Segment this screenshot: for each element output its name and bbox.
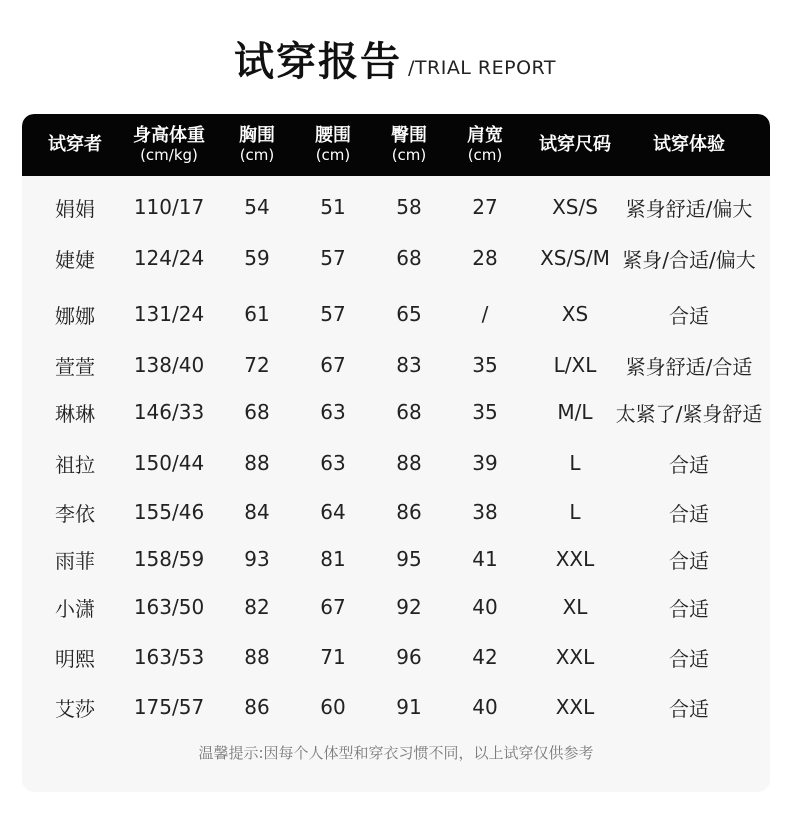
cell-height-weight: 155/46 [133,500,205,524]
cell-experience: 合适 [669,646,709,671]
cell-height-weight: 146/33 [133,400,205,424]
column-header-unit: (cm) [315,145,351,164]
cell-bust: 59 [244,246,270,270]
cell-bust: 88 [244,645,270,669]
disclaimer-note: 温馨提示:因每个人体型和穿衣习惯不同，以上试穿仅供参考 [198,744,594,762]
cell-bust: 82 [244,595,270,619]
cell-tester: 祖拉 [55,452,95,477]
cell-waist: 81 [320,547,346,571]
cell-height-weight: 131/24 [133,302,205,326]
cell-hip: 58 [396,195,422,219]
cell-tester: 婕婕 [55,247,95,272]
cell-size: M/L [557,400,593,424]
cell-tester: 小潇 [55,596,95,621]
column-header-tester [35,114,115,176]
cell-size: XL [562,595,588,619]
cell-bust: 84 [244,500,270,524]
column-header-label: 试穿体验 [653,133,725,155]
column-header-unit: (cm) [391,145,427,164]
cell-experience: 紧身/合适/偏大 [622,247,756,272]
column-header-unit: (cm) [467,145,503,164]
cell-height-weight: 124/24 [133,246,205,270]
column-header-label: 臀围 [391,125,427,147]
cell-waist: 64 [320,500,346,524]
column-header-label: 试穿尺码 [539,133,611,155]
table-row [22,587,770,627]
table-row [22,492,770,532]
column-header-label: 试穿者 [48,133,102,155]
cell-tester: 琳琳 [55,401,95,426]
cell-experience: 合适 [669,452,709,477]
table-row [22,392,770,432]
report-title [0,39,790,85]
cell-bust: 93 [244,547,270,571]
table-header [22,114,770,176]
cell-experience: 合适 [669,303,709,328]
cell-experience: 合适 [669,501,709,526]
cell-bust: 86 [244,695,270,719]
table-row [22,687,770,727]
column-header-bust [222,114,292,176]
cell-tester: 李依 [55,501,95,526]
cell-height-weight: 138/40 [133,353,205,377]
cell-height-weight: 175/57 [133,695,205,719]
column-header-experience [609,114,769,176]
cell-tester: 雨菲 [55,548,95,573]
cell-height-weight: 158/59 [133,547,205,571]
cell-size: XS/S/M [540,246,610,270]
cell-hip: 83 [396,353,422,377]
cell-experience: 紧身舒适/合适 [625,354,753,379]
cell-size: XXL [555,547,595,571]
cell-hip: 92 [396,595,422,619]
cell-shoulder: 35 [472,400,498,424]
cell-shoulder: 40 [472,595,498,619]
table-row [22,238,770,278]
cell-bust: 72 [244,353,270,377]
cell-height-weight: 163/50 [133,595,205,619]
cell-waist: 67 [320,353,346,377]
cell-waist: 63 [320,451,346,475]
trial-report-card [22,114,770,792]
cell-height-weight: 110/17 [133,195,205,219]
cell-tester: 萱萱 [55,354,95,379]
cell-tester: 娜娜 [55,303,95,328]
cell-experience: 紧身舒适/偏大 [625,196,753,221]
title-main: 试穿报告 [234,39,402,85]
column-header-unit: (cm/kg) [140,145,198,164]
cell-shoulder: 35 [472,353,498,377]
cell-shoulder: 27 [472,195,498,219]
cell-waist: 51 [320,195,346,219]
cell-bust: 54 [244,195,270,219]
column-header-unit: (cm) [239,145,275,164]
cell-waist: 63 [320,400,346,424]
cell-bust: 68 [244,400,270,424]
cell-shoulder: 38 [472,500,498,524]
cell-hip: 96 [396,645,422,669]
cell-shoulder: 40 [472,695,498,719]
title-sub: /TRIAL REPORT [408,57,556,79]
table-row [22,539,770,579]
cell-tester: 艾莎 [55,696,95,721]
cell-experience: 太紧了/紧身舒适 [615,401,763,426]
cell-experience: 合适 [669,548,709,573]
cell-size: L [569,500,581,524]
column-header-waist [298,114,368,176]
cell-bust: 88 [244,451,270,475]
column-header-label: 身高体重 [133,125,205,147]
cell-size: L/XL [553,353,597,377]
cell-hip: 86 [396,500,422,524]
cell-waist: 71 [320,645,346,669]
cell-hip: 68 [396,400,422,424]
cell-hip: 95 [396,547,422,571]
column-header-label: 腰围 [315,125,351,147]
cell-bust: 61 [244,302,270,326]
table-row [22,637,770,677]
cell-waist: 57 [320,302,346,326]
cell-height-weight: 163/53 [133,645,205,669]
cell-shoulder: 41 [472,547,498,571]
cell-hip: 88 [396,451,422,475]
cell-size: XXL [555,645,595,669]
column-header-hip [374,114,444,176]
table-row [22,345,770,385]
cell-shoulder: 39 [472,451,498,475]
cell-size: L [569,451,581,475]
cell-tester: 娟娟 [55,196,95,221]
cell-hip: 65 [396,302,422,326]
cell-tester: 明熙 [55,646,95,671]
cell-hip: 91 [396,695,422,719]
cell-waist: 67 [320,595,346,619]
cell-height-weight: 150/44 [133,451,205,475]
cell-waist: 60 [320,695,346,719]
table-row [22,187,770,227]
cell-hip: 68 [396,246,422,270]
cell-size: XS/S [552,195,598,219]
column-header-height-weight [114,114,224,176]
column-header-label: 肩宽 [467,125,503,147]
cell-experience: 合适 [669,696,709,721]
cell-shoulder: 42 [472,645,498,669]
table-row [22,443,770,483]
column-header-shoulder [450,114,520,176]
cell-waist: 57 [320,246,346,270]
table-row [22,294,770,334]
cell-shoulder: 28 [472,246,498,270]
cell-shoulder: / [481,302,489,326]
cell-experience: 合适 [669,596,709,621]
cell-size: XXL [555,695,595,719]
cell-size: XS [561,302,589,326]
column-header-label: 胸围 [239,125,275,147]
